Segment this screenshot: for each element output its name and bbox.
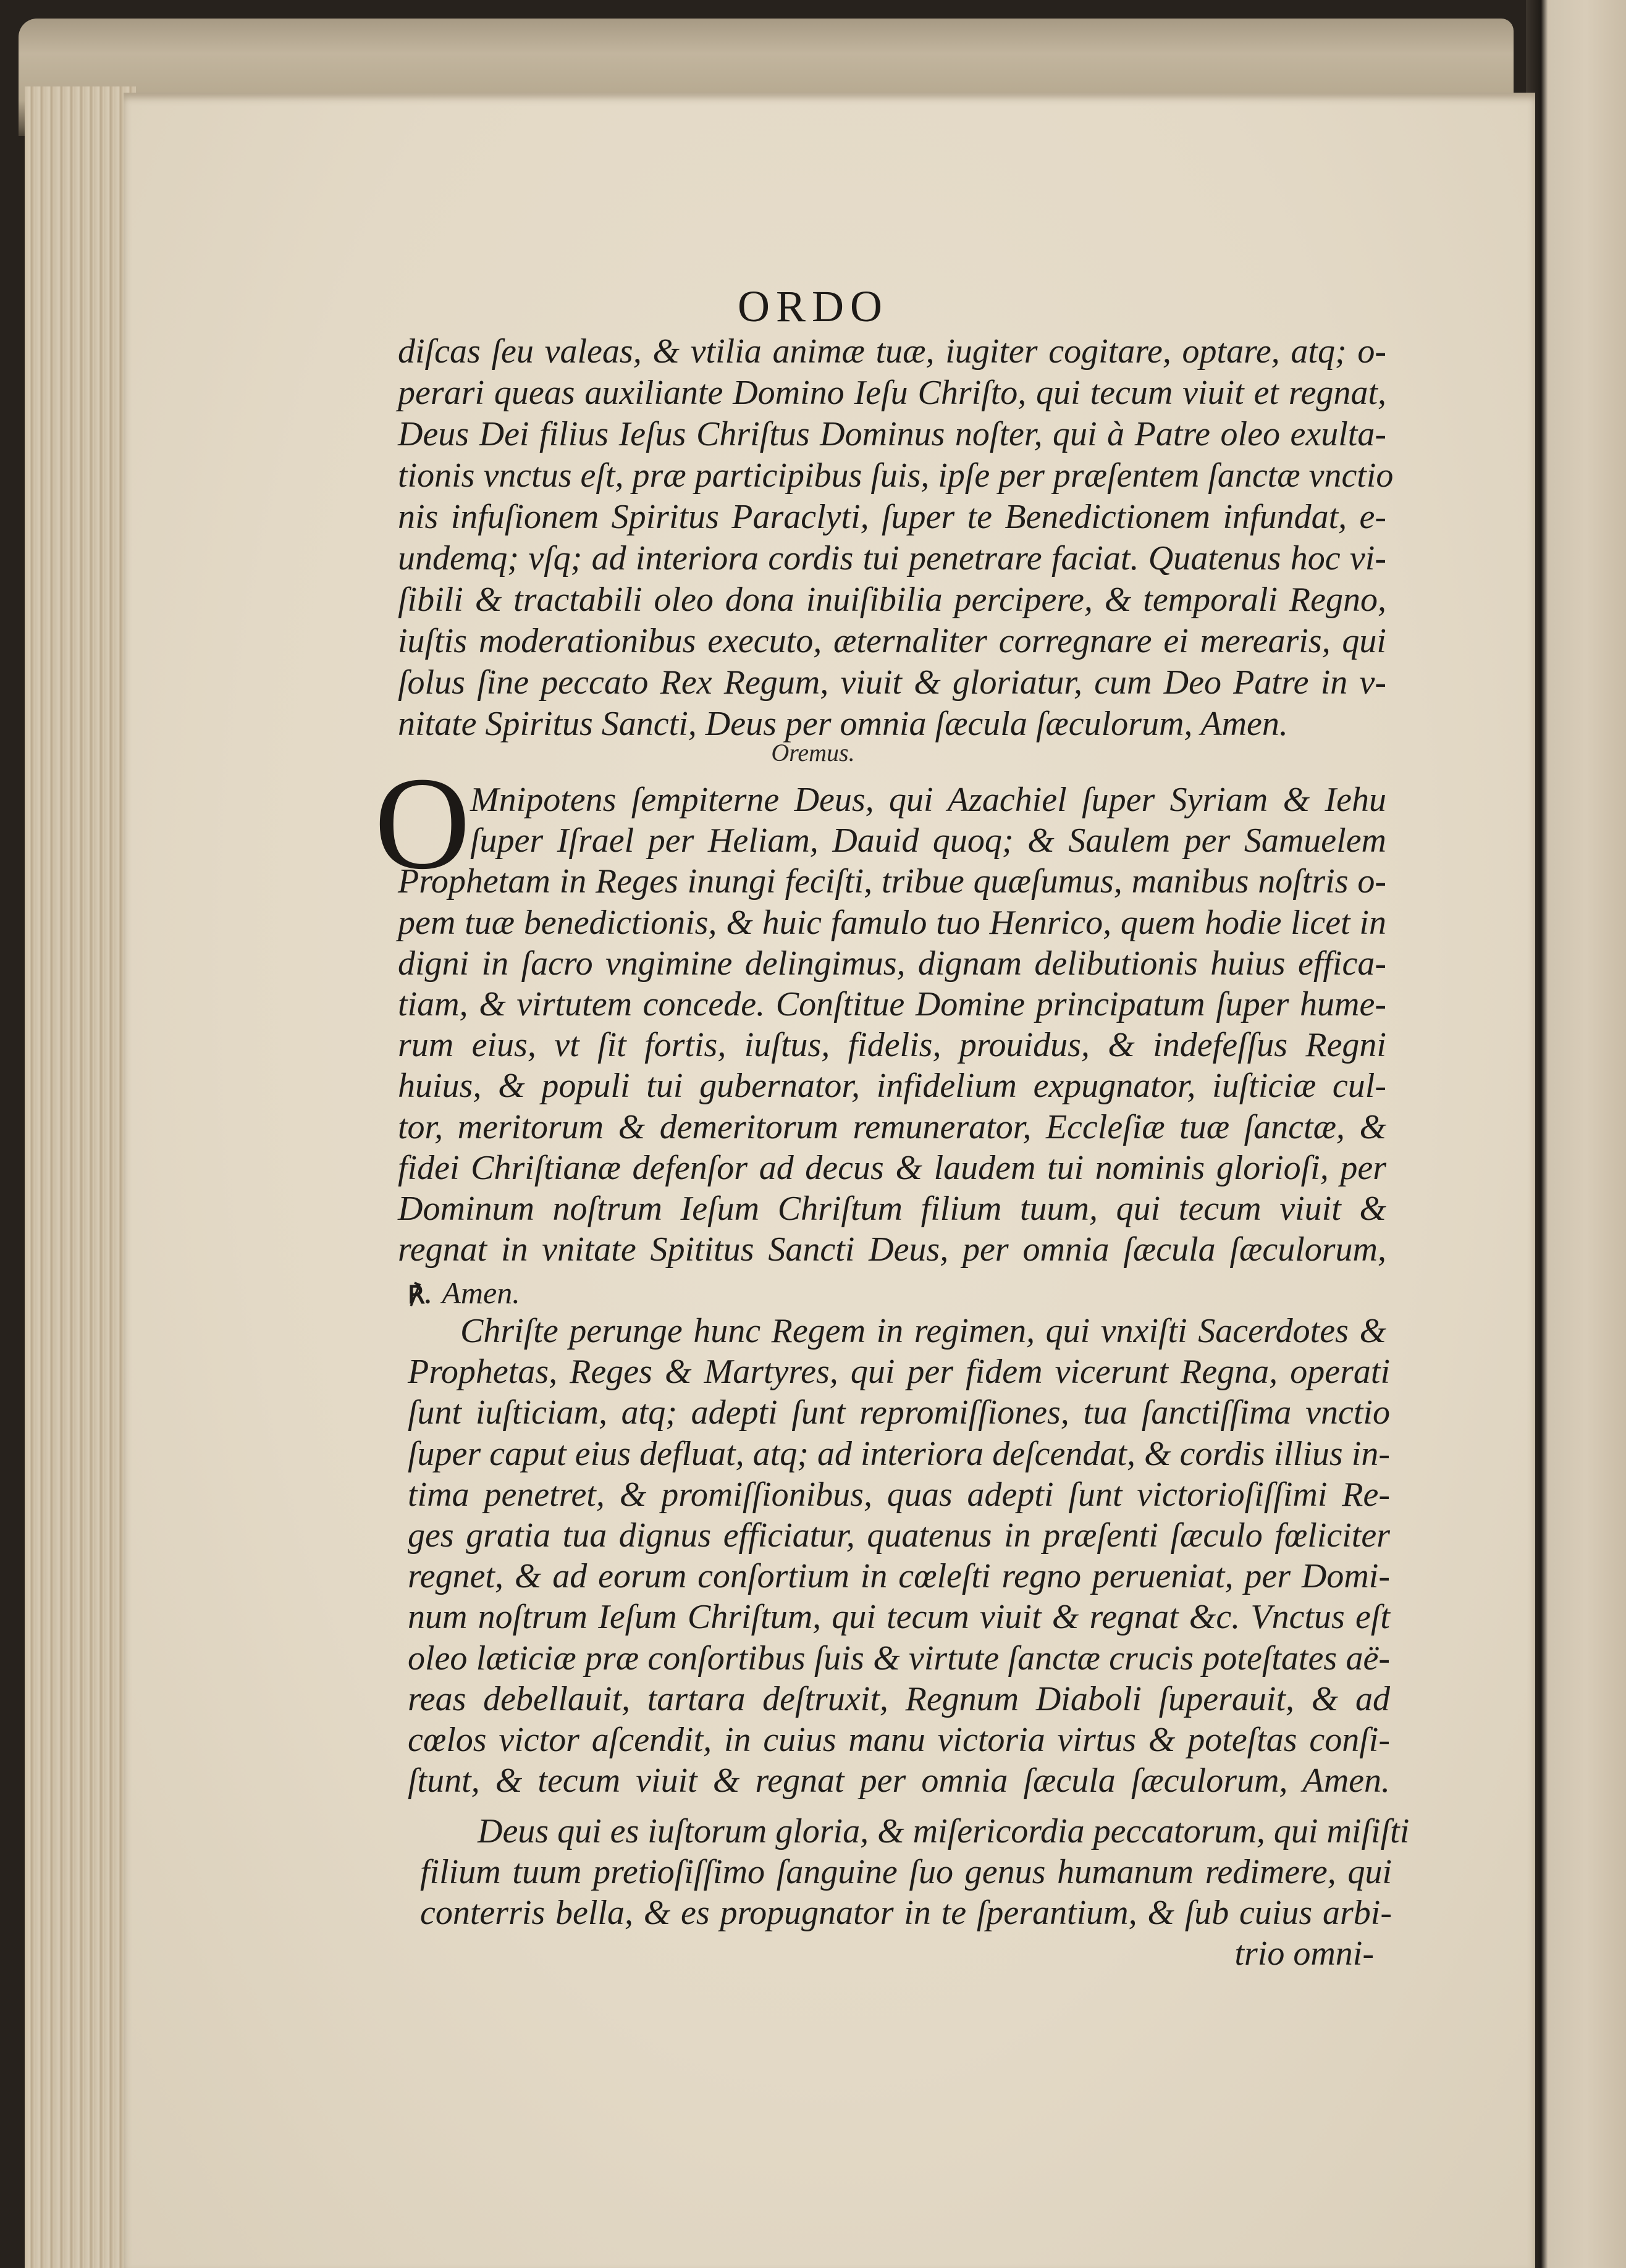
response-text: Amen.: [442, 1275, 520, 1310]
response-amen: [408, 1272, 520, 1313]
block1-text-line: nitate Spiritus Sancti, Deus per omnia ſæcula ſæculorum, Amen.: [398, 705, 1288, 743]
block4-text-line: filium tuum pretioſiſſimo ſanguine ſuo genus humanum redimere, qui: [420, 1853, 1392, 1891]
block2-text-line: huius, & populi tui gubernator, infidelium expugnator, iuſticiæ cul-: [398, 1067, 1386, 1106]
section-heading-oremus: Oremus.: [771, 739, 855, 766]
block3-text-line: cœlos victor aſcendit, in cuius manu victoria virtus & poteſtas conſi-: [408, 1721, 1390, 1759]
block1-text-line: diſcas ſeu valeas, & vtilia animæ tuæ, iugiter cogitare, optare, atq; o-: [398, 332, 1386, 371]
block3-text-line: num noſtrum Ieſum Chriſtum, qui tecum viuit & regnat &c. Vnctus eſt: [408, 1598, 1390, 1637]
block3-text-line: ges gratia tua dignus efficiatur, quatenus in præſenti ſæculo fœliciter: [408, 1516, 1390, 1555]
block2-text-line: ſuper Iſrael per Heliam, Dauid quoq; & Saulem per Samuelem: [470, 821, 1386, 860]
block2-text-line: digni in ſacro vngimine delingimus, dignam delibutionis huius effica-: [398, 944, 1386, 983]
block3-text-line: ſtunt, & tecum viuit & regnat per omnia ſæcula ſæculorum, Amen.: [408, 1762, 1390, 1800]
block1-text-line: ſibili & tractabili oleo dona inuiſibilia percipere, & temporali Regno,: [398, 581, 1386, 619]
block2-text-line: fidei Chriſtianæ defenſor ad decus & laudem tui nominis glorioſi, per: [398, 1148, 1386, 1187]
block4-text-line: trio omni-: [1234, 1934, 1374, 1973]
block2-text-line: tiam, & virtutem concede. Conſtitue Domine principatum ſuper hume-: [398, 985, 1386, 1023]
block1-text-line: ſolus ſine peccato Rex Regum, viuit & gloriatur, cum Deo Patre in v-: [398, 663, 1386, 702]
block1-text-line: perari queas auxiliante Domino Ieſu Chriſto, qui tecum viuit et regnat,: [398, 374, 1386, 412]
drop-cap-initial: O: [374, 749, 471, 897]
running-title: ORDO: [737, 282, 888, 331]
block3-text-line: oleo læticiæ præ conſortibus ſuis & virtute ſanctæ crucis poteſtates aë-: [408, 1639, 1390, 1678]
block2-text-line: regnat in vnitate Spititus Sancti Deus, per omnia ſæcula ſæculorum,: [398, 1230, 1386, 1269]
block1-text-line: nis infuſionem Spiritus Paraclyti, ſuper te Benedictionem infundat, e-: [398, 498, 1386, 536]
book-left-page-edges: [25, 86, 136, 2268]
block3-text-line: ſunt iuſticiam, atq; adepti ſunt repromiſſiones, tua ſanctiſſima vnctio: [408, 1393, 1390, 1432]
block4-text-line: Deus qui es iuſtorum gloria, & miſericordia peccatorum, qui miſiſti: [478, 1812, 1410, 1850]
block3-text-line: tima penetret, & promiſſionibus, quas adepti ſunt victorioſiſſimi Re-: [408, 1475, 1390, 1514]
block2-text-line: tor, meritorum & demeritorum remunerator, Eccleſiæ tuæ ſanctæ, &: [398, 1107, 1386, 1146]
block3-text-line: regnet, & ad eorum conſortium in cœleſti regno perueniat, per Domi-: [408, 1557, 1390, 1596]
facing-page-edge: [1526, 0, 1626, 2268]
block1-text-line: tionis vnctus eſt, præ participibus ſuis, ipſe per præſentem ſanctæ vnctio: [398, 456, 1394, 495]
block2-text-line: Dominum noſtrum Ieſum Chriſtum filium tuum, qui tecum viuit &: [398, 1190, 1386, 1228]
block3-text-line: ſuper caput eius defluat, atq; ad interiora deſcendat, & cordis illius in-: [408, 1434, 1390, 1473]
block1-text-line: undemq; vſq; ad interiora cordis tui penetrare faciat. Quatenus hoc vi-: [398, 539, 1386, 578]
response-symbol: ℟.: [408, 1281, 431, 1309]
block3-text-line: reas debellauit, tartara deſtruxit, Regnum Diaboli ſuperauit, & ad: [408, 1679, 1390, 1718]
block2-text-line: pem tuæ benedictionis, & huic famulo tuo Henrico, quem hodie licet in: [398, 903, 1386, 942]
block2-text-line: rum eius, vt ſit fortis, iuſtus, fidelis, prouidus, & indefeſſus Regni: [398, 1026, 1386, 1065]
block1-text-line: Deus Dei filius Ieſus Chriſtus Dominus noſter, qui à Patre oleo exulta-: [398, 415, 1386, 453]
block1-text-line: iuſtis moderationibus executo, æternaliter corregnare ei merearis, qui: [398, 622, 1386, 660]
block4-text-line: conterris bella, & es propugnator in te ſperantium, & ſub cuius arbi-: [420, 1894, 1392, 1932]
block3-text-line: Prophetas, Reges & Martyres, qui per fidem vicerunt Regna, operati: [408, 1353, 1390, 1392]
block2-text-line: Mnipotens ſempiterne Deus, qui Azachiel ſuper Syriam & Iehu: [470, 781, 1386, 819]
block3-text-line: Chriſte perunge hunc Regem in regimen, qui vnxiſti Sacerdotes &: [460, 1312, 1386, 1350]
block2-text-line: Prophetam in Reges inungi feciſti, tribue quæſumus, manibus noſtris o-: [398, 862, 1386, 901]
